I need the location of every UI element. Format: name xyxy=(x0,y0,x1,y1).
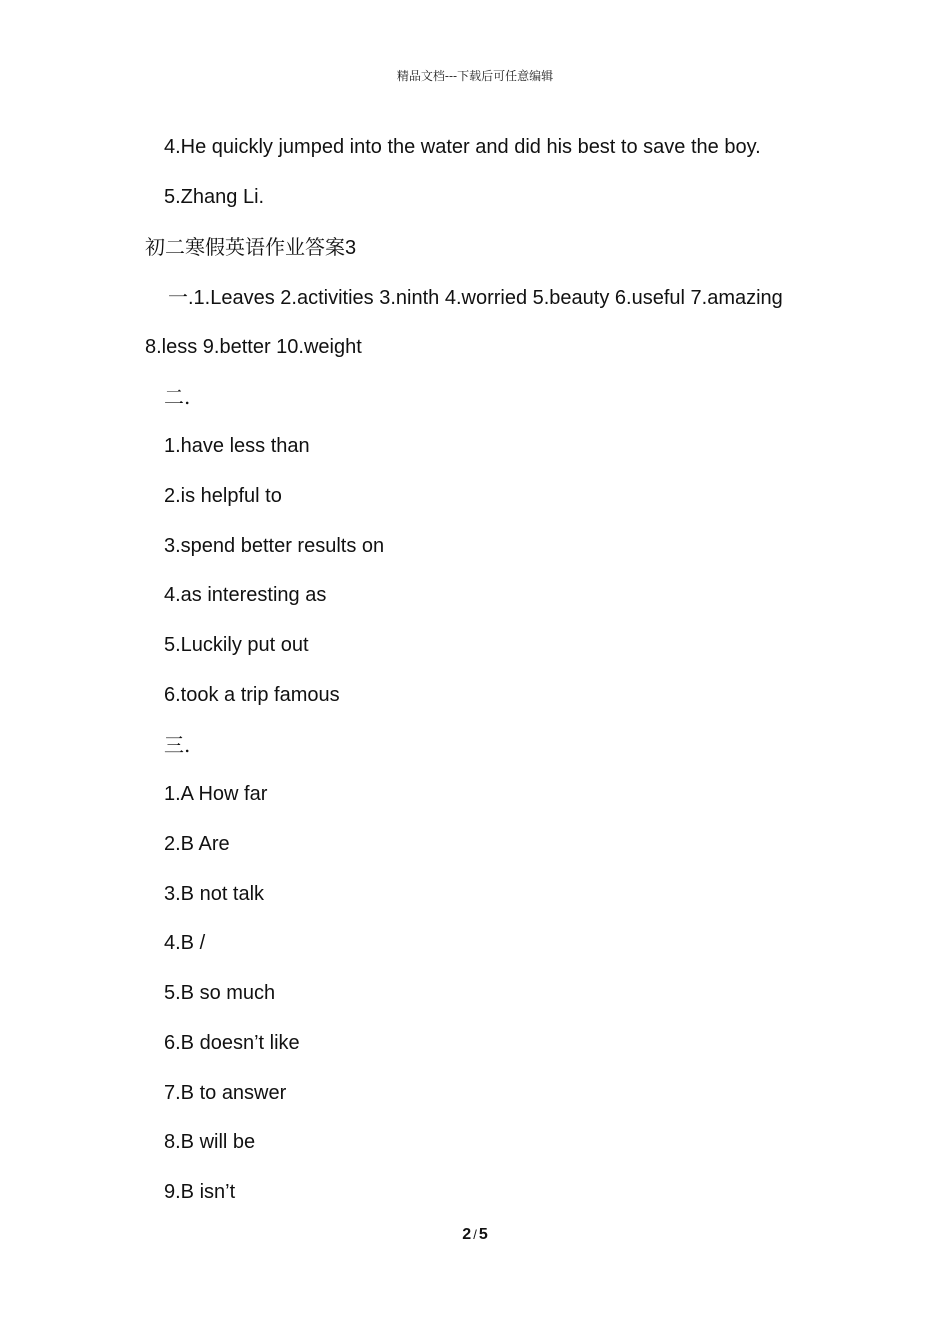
part-one-line xyxy=(168,284,783,311)
part-two-item-5: 5.Luckily put out xyxy=(164,634,309,656)
part-three-marker: 三. xyxy=(164,733,191,757)
part-two-item-2: 2.is helpful to xyxy=(164,485,282,507)
part-three-item-4: 4.B / xyxy=(164,932,206,954)
part-two-item-3: 3.spend better results on xyxy=(164,535,385,557)
part-three-item-5: 5.B so much xyxy=(164,982,276,1004)
part-one-line-continued: 8.less 9.better 10.weight xyxy=(145,336,362,358)
part-one-marker: 一 xyxy=(168,285,188,309)
part-two-item-4: 4.as interesting as xyxy=(164,584,327,606)
page-number xyxy=(0,1226,950,1244)
page-separator: / xyxy=(473,1227,477,1242)
part-three-item-3: 3.B not talk xyxy=(164,883,265,905)
page-total: 5 xyxy=(478,1226,488,1243)
answer-line-5: 5.Zhang Li. xyxy=(164,186,265,208)
part-two-item-1: 1.have less than xyxy=(164,435,310,457)
part-three-item-2: 2.B Are xyxy=(164,833,230,855)
page-current: 2 xyxy=(462,1226,472,1243)
part-three-item-8: 8.B will be xyxy=(164,1131,256,1153)
part-three-item-7: 7.B to answer xyxy=(164,1082,287,1104)
section-title-number: 3 xyxy=(345,237,357,259)
part-three-item-9: 9.B isn’t xyxy=(164,1181,236,1203)
part-three-item-1: 1.A How far xyxy=(164,783,268,805)
part-three-item-6: 6.B doesn’t like xyxy=(164,1032,300,1054)
answer-line-4: 4.He quickly jumped into the water and did his best to save the boy. xyxy=(164,136,761,158)
page-header: 精品文档---下载后可任意编辑 xyxy=(396,69,554,83)
part-two-item-6: 6.took a trip famous xyxy=(164,684,340,706)
section-title-text: 初二寒假英语作业答案 xyxy=(145,235,345,259)
part-one-answers: .1.Leaves 2.activities 3.ninth 4.worried 5.beauty 6.useful 7.amazing xyxy=(188,287,783,309)
part-two-marker: 二. xyxy=(164,385,191,409)
section-title xyxy=(145,234,356,261)
